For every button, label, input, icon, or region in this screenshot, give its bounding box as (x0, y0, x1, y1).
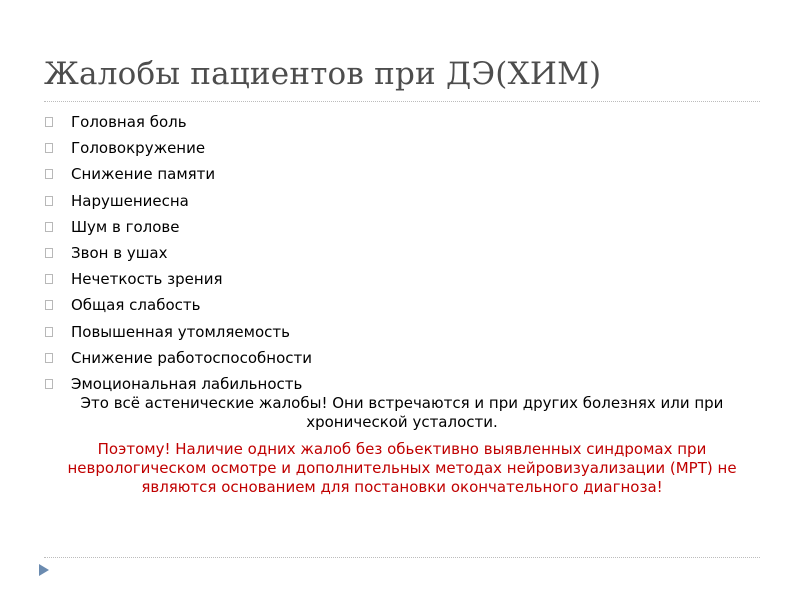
square-bullet-icon (45, 222, 53, 232)
square-bullet-icon (45, 379, 53, 389)
list-item (45, 319, 312, 345)
list-item (45, 240, 312, 266)
square-bullet-icon (45, 117, 53, 127)
square-bullet-icon (45, 274, 53, 284)
square-bullet-icon (45, 196, 53, 206)
title-divider (44, 101, 760, 102)
asthenic-note: Это всё астенические жалобы! Они встречаются и при других болезнях или при хронической усталости. (80, 394, 724, 431)
list-item (45, 292, 312, 318)
list-item-label: Звон в ушах (71, 244, 168, 263)
list-item-label: Шум в голове (71, 217, 180, 236)
list-item-label: Эмоциональная лабильность (71, 374, 303, 393)
list-item (45, 266, 312, 292)
list-item (45, 161, 312, 187)
list-item-label: Головокружение (71, 139, 206, 158)
list-item (45, 109, 312, 135)
list-item (45, 345, 312, 371)
conclusion-note: Поэтому! Наличие одних жалоб без обьективно выявленных синдромах при неврологическом осмотре и дополнительных методах нейровизуализации (МРТ) не являются основанием для постановки окончательного диагноза! (67, 440, 737, 496)
list-item-label: Повышенная утомляемость (71, 322, 290, 341)
slide-title: Жалобы пациентов при ДЭ(ХИМ) (44, 56, 602, 92)
square-bullet-icon (45, 300, 53, 310)
square-bullet-icon (45, 248, 53, 258)
list-item-label: Нарушениесна (71, 191, 189, 210)
list-item-label: Нечеткость зрения (71, 270, 223, 289)
play-triangle-icon[interactable] (38, 563, 50, 577)
footer-divider (44, 557, 760, 558)
complaints-list (45, 109, 312, 397)
list-item-label: Снижение работоспособности (71, 348, 313, 367)
list-item-label: Головная боль (71, 113, 187, 132)
list-item-label: Снижение памяти (71, 165, 216, 184)
square-bullet-icon (45, 353, 53, 363)
square-bullet-icon (45, 327, 53, 337)
square-bullet-icon (45, 169, 53, 179)
list-item (45, 135, 312, 161)
list-item (45, 188, 312, 214)
list-item (45, 214, 312, 240)
list-item-label: Общая слабость (71, 296, 201, 315)
square-bullet-icon (45, 143, 53, 153)
